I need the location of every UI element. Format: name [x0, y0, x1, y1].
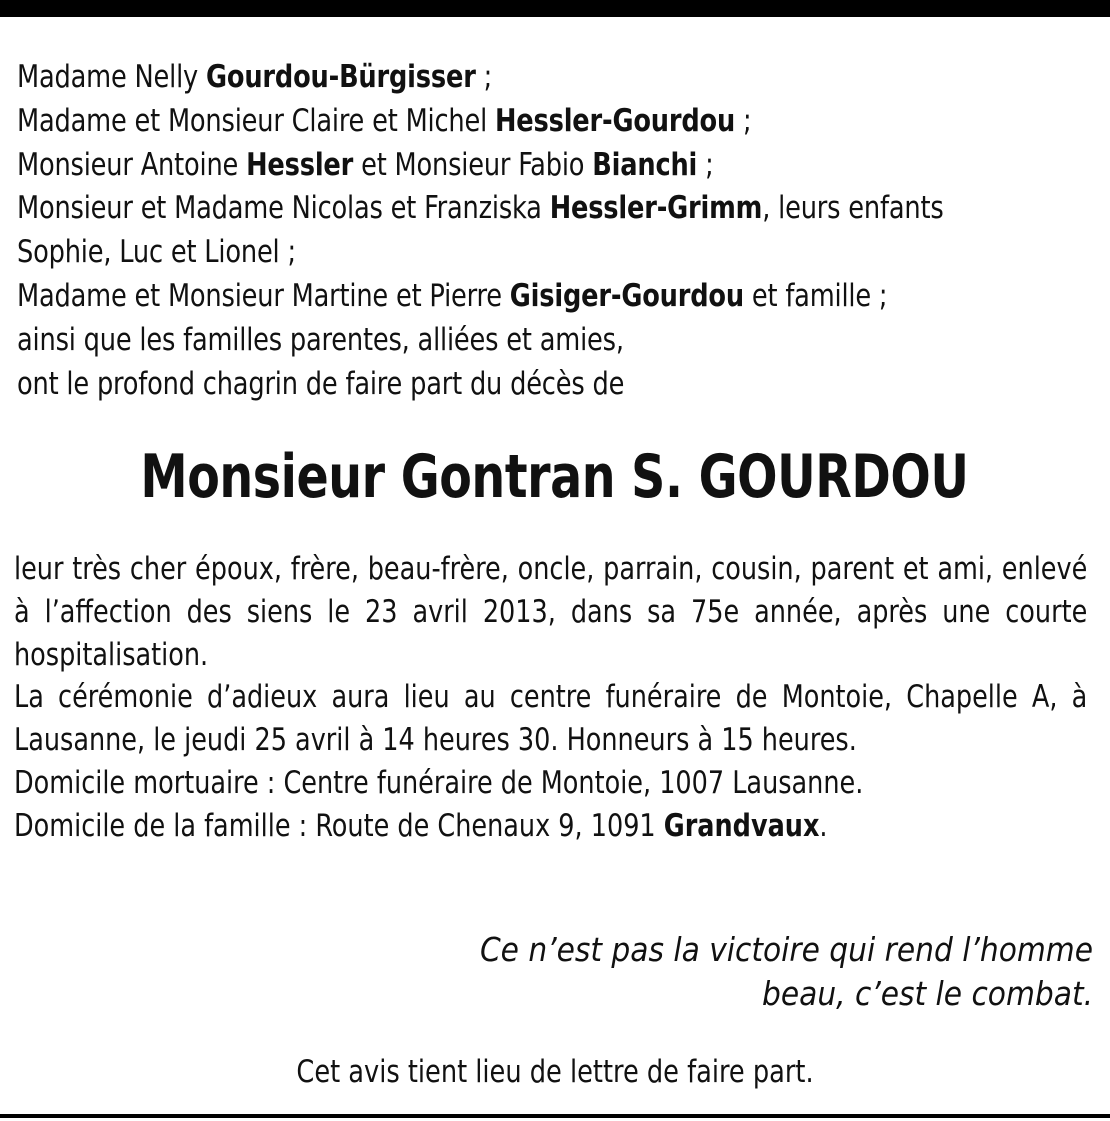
quote-line: beau, c’est le combat. [762, 973, 1093, 1013]
mourner-line [17, 319, 1011, 363]
notice-paragraph: leur très cher époux, frère, beau-frère, oncle, parrain, cousin, parent et ami, enlevé à l’affection des siens le 23 avril 2013, dans sa 75e année, après une courte hospitalisation. [14, 551, 1088, 673]
mourner-text: ainsi que les familles parentes, alliées et amies, [17, 321, 624, 358]
mourners-list [17, 56, 1011, 406]
mourner-text: Madame Nelly [17, 59, 207, 95]
notice-body [14, 548, 1087, 848]
deceased-name: Monsieur Gontran S. GOURDOU [140, 442, 969, 512]
quote-line: Ce n’est pas la victoire qui rend l’homme [479, 930, 1093, 969]
mourner-line [17, 56, 1011, 100]
family-name: Bianchi [592, 146, 698, 183]
mourner-text: Madame et Monsieur Martine et Pierre [17, 277, 510, 314]
mourner-line [17, 231, 1011, 275]
family-address [14, 805, 1087, 848]
family-address-place: Grandvaux [663, 807, 820, 844]
bottom-border [0, 1114, 1110, 1118]
mourner-text: ; [697, 146, 714, 183]
ceremony-paragraph: La cérémonie d’adieux aura lieu au centre funéraire de Montoie, Chapelle A, à Lausanne, le jeudi 25 avril à 14 heures 30. Honneurs à 15 heures. [14, 679, 1088, 759]
mourner-line [17, 187, 1011, 231]
family-name: Hessler-Gourdou [494, 102, 736, 139]
mourner-line [17, 100, 1011, 144]
family-address-punct: . [819, 807, 828, 844]
family-name: Gisiger-Gourdou [509, 277, 744, 314]
mourner-line [17, 144, 1011, 188]
mourner-text: Sophie, Luc et Lionel ; [17, 234, 296, 271]
mourner-text: Monsieur et Madame Nicolas et Franziska [17, 190, 550, 227]
mourner-text: Monsieur Antoine [17, 146, 247, 183]
mourner-text: et famille ; [743, 277, 888, 314]
closing-quote [373, 928, 1093, 1015]
family-name: Hessler-Grimm [549, 190, 763, 227]
family-name: Hessler [246, 146, 354, 183]
mourner-line [17, 275, 1011, 319]
mourner-text: , leurs enfants [762, 190, 944, 227]
mourner-line [17, 363, 1011, 407]
mourner-text: ont le profond chagrin de faire part du décès de [17, 365, 625, 402]
footer-note: Cet avis tient lieu de lettre de faire part. [296, 1054, 814, 1090]
mourner-text: ; [735, 102, 752, 139]
mourner-text: Madame et Monsieur Claire et Michel [17, 102, 495, 139]
mourner-text: et Monsieur Fabio [353, 146, 593, 183]
family-name: Gourdou-Bürgisser [206, 59, 476, 95]
mortuary-address: Domicile mortuaire : Centre funéraire de Montoie, 1007 Lausanne. [14, 764, 864, 801]
family-address-text: Domicile de la famille : Route de Chenaux 9, 1091 [14, 807, 664, 844]
mourner-text: ; [475, 59, 493, 95]
top-border [0, 0, 1110, 17]
